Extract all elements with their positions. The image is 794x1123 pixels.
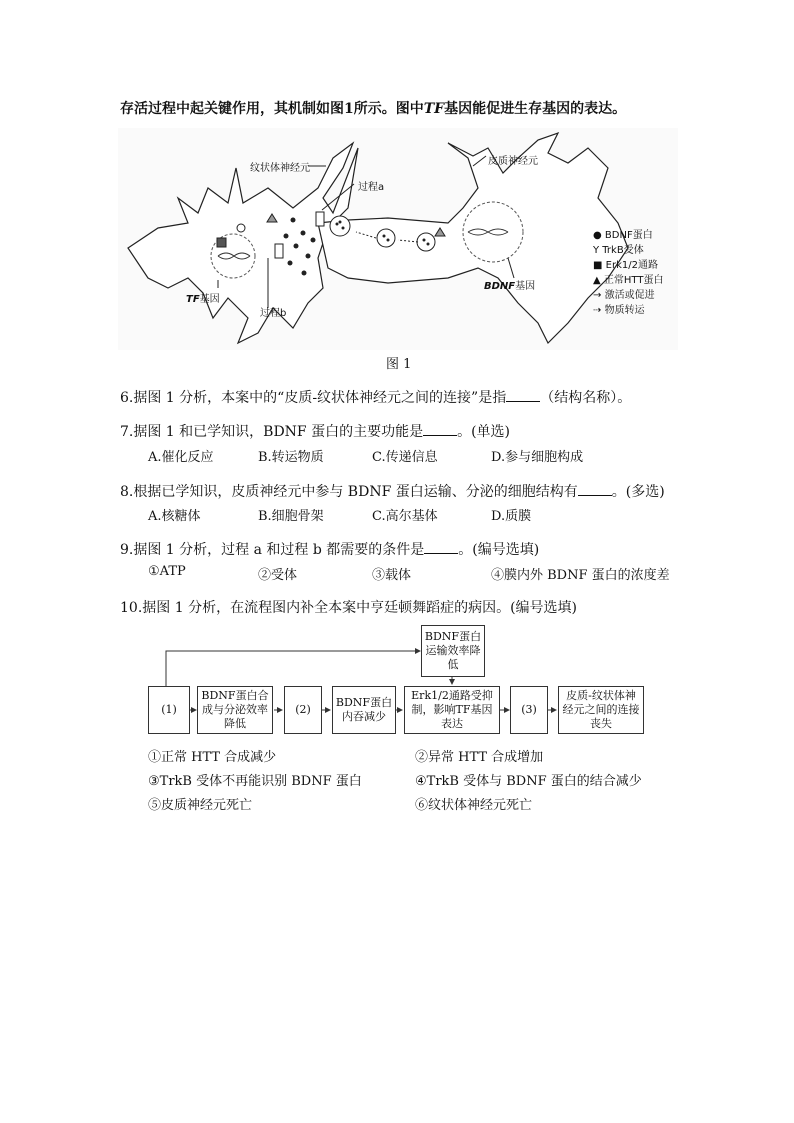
flow-box-5: Erk1/2通路受抑制，影响TF基因表达	[404, 686, 500, 734]
label-process-a: 过程a	[358, 182, 385, 193]
q10-option-4[interactable]: ④TrkB 受体与 BDNF 蛋白的结合减少	[415, 774, 642, 789]
q9-text: 9.据图 1 分析，过程 a 和过程 b 都需要的条件是	[120, 542, 425, 558]
legend-label-activate: 激活或促进	[604, 290, 655, 301]
legend-item-erk	[593, 256, 663, 271]
q8-option-a[interactable]: A.核糖体	[148, 509, 201, 524]
question-6	[120, 387, 631, 407]
label-process-b: 过程b	[260, 308, 287, 319]
q7-option-c[interactable]: C.传递信息	[372, 450, 438, 465]
q8-option-d[interactable]: D.质膜	[491, 509, 532, 524]
intro-text-after: 基因能促进生存基因的表达。	[444, 101, 627, 117]
receptor-icon: Y	[593, 245, 600, 256]
q7-option-a[interactable]: A.催化反应	[148, 450, 214, 465]
flow-box-4: BDNF蛋白内吞减少	[332, 686, 396, 734]
label-bdnf-gene	[484, 277, 535, 292]
intro-tf: TF	[423, 101, 445, 117]
flow-box-3[interactable]: (2)	[284, 686, 322, 734]
legend-item-activate	[593, 286, 663, 301]
q7-suffix: 。(单选)	[457, 424, 511, 440]
arrow-icon: →	[593, 290, 602, 301]
label-bdnf-gene-italic: BDNF	[484, 281, 516, 292]
dot-icon: ●	[593, 230, 602, 241]
q8-text: 8.根据已学知识，皮质神经元中参与 BDNF 蛋白运输、分泌的细胞结构有	[120, 484, 578, 500]
q7-option-b[interactable]: B.转运物质	[258, 450, 324, 465]
flow-box-1[interactable]: (1)	[148, 686, 190, 734]
q9-option-3[interactable]: ③载体	[372, 568, 412, 583]
legend-label-bdnf: BDNF蛋白	[604, 230, 653, 241]
q6-answer-blank[interactable]	[506, 389, 540, 402]
label-tf-gene-suffix: 基因	[199, 294, 220, 305]
flow-box-6[interactable]: (3)	[510, 686, 548, 734]
square-icon: ■	[593, 260, 603, 271]
dashed-arrow-icon: ⇢	[593, 305, 602, 316]
legend-label-htt: 正常HTT蛋白	[603, 275, 664, 286]
q8-option-b[interactable]: B.细胞骨架	[258, 509, 324, 524]
flow-box-top: BDNF蛋白运输效率降低	[421, 625, 485, 677]
q10-option-6[interactable]: ⑥纹状体神经元死亡	[415, 798, 533, 813]
label-tf-gene-italic: TF	[186, 294, 200, 305]
legend-label-trkb: TrkB受体	[602, 245, 644, 256]
q10-option-5[interactable]: ⑤皮质神经元死亡	[148, 798, 253, 813]
q9-option-2[interactable]: ②受体	[258, 568, 298, 583]
intro-text-before: 存活过程中起关键作用，其机制如图1所示。图中	[120, 101, 424, 117]
label-cortical-neuron: 皮质神经元	[488, 156, 538, 167]
q7-answer-blank[interactable]	[423, 423, 457, 436]
q10-option-2[interactable]: ②异常 HTT 合成增加	[415, 750, 544, 765]
question-10: 10.据图 1 分析，在流程图内补全本案中亨廷顿舞蹈症的病因。(编号选填)	[120, 600, 577, 616]
q9-option-4[interactable]: ④膜内外 BDNF 蛋白的浓度差	[491, 568, 670, 583]
q6-text: 6.据图 1 分析，本案中的“皮质-纹状体神经元之间的连接”是指	[120, 390, 507, 406]
question-9	[120, 539, 539, 559]
q9-answer-blank[interactable]	[424, 541, 458, 554]
question-8	[120, 481, 665, 501]
legend-label-transport: 物质转运	[604, 305, 645, 316]
q10-option-1[interactable]: ①正常 HTT 合成减少	[148, 750, 277, 765]
label-striatal-neuron: 纹状体神经元	[250, 163, 310, 174]
q8-answer-blank[interactable]	[578, 483, 612, 496]
q8-suffix: 。(多选)	[611, 484, 665, 500]
question-7	[120, 421, 510, 441]
flow-box-7: 皮质-纹状体神经元之间的连接丧失	[558, 686, 644, 734]
flow-box-2: BDNF蛋白合成与分泌效率降低	[197, 686, 273, 734]
legend-item-trkb	[593, 241, 663, 256]
q7-option-d[interactable]: D.参与细胞构成	[491, 450, 584, 465]
legend-label-erk: Erk1/2通路	[605, 260, 658, 271]
q10-option-3[interactable]: ③TrkB 受体不再能识别 BDNF 蛋白	[148, 774, 362, 789]
legend-item-htt	[593, 271, 663, 286]
intro-line	[120, 98, 626, 118]
q9-option-1[interactable]: ①ATP	[148, 564, 186, 579]
legend-item-transport	[593, 301, 663, 316]
legend-item-bdnf	[593, 226, 663, 241]
triangle-icon: ▲	[593, 275, 601, 286]
label-tf-gene	[186, 290, 220, 305]
q6-suffix: （结构名称）。	[540, 390, 632, 406]
figure-caption: 图 1	[386, 357, 412, 372]
q9-suffix: 。(编号选填)	[458, 542, 540, 558]
figure-legend	[593, 226, 663, 316]
q8-option-c[interactable]: C.高尔基体	[372, 509, 438, 524]
label-bdnf-gene-suffix: 基因	[515, 281, 536, 292]
q7-text: 7.据图 1 和已学知识，BDNF 蛋白的主要功能是	[120, 424, 424, 440]
